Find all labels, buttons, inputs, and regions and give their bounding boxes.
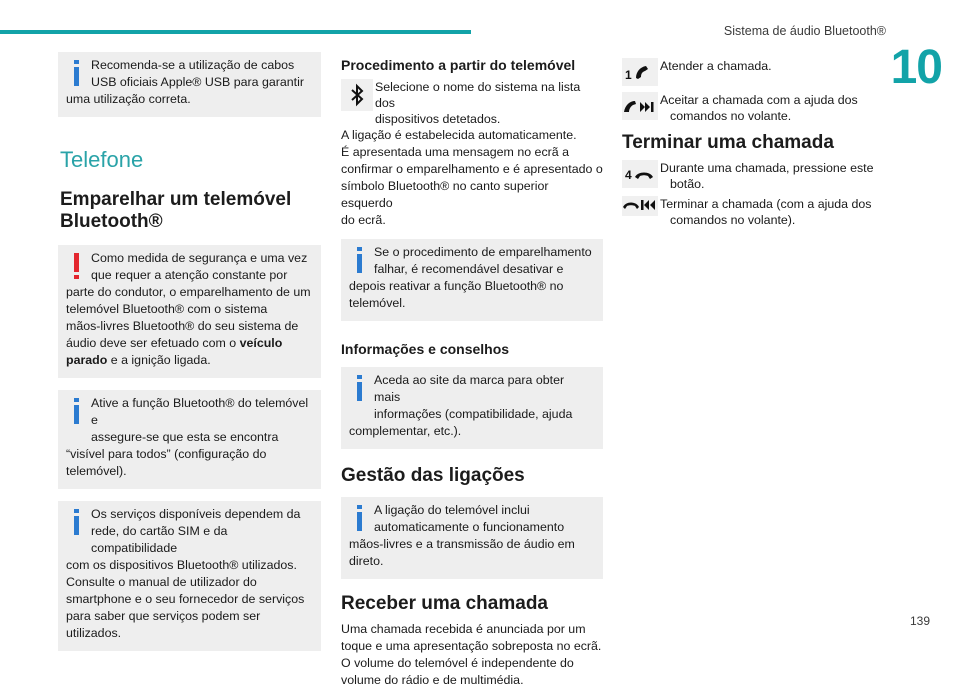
chapter-number: 10 <box>890 41 942 94</box>
phone-hangup-icon <box>622 160 658 188</box>
heading-pairing: Emparelhar um telemóvel Bluetooth® <box>60 189 292 232</box>
heading-info: Informações e conselhos <box>341 341 510 357</box>
phone-wheel-answer-icon <box>622 92 658 120</box>
info-note-pairing-fail: Se o procedimento de emparelhamento falhar, é recomendável desativar e depois reativar a função Bluetooth® no telemóvel. <box>341 239 603 321</box>
warning-icon <box>71 253 82 279</box>
procedure-text: A ligação é estabelecida automaticamente. É apresentada uma mensagem no ecrã a confirmar o emparelhamento e é apresentado o símbolo Bluetooth® no canto superior esquerdo do ecrã. <box>341 128 603 227</box>
info-note-activate: Ative a função Bluetooth® do telemóvel e assegure-se que esta se encontra “visível para todos” (configuração do telemóvel). <box>58 390 321 489</box>
row-answer-call: 1 Atender a chamada. <box>622 58 884 88</box>
svg-text:4: 4 <box>625 168 632 182</box>
info-icon <box>71 398 82 424</box>
info-icon <box>354 505 365 531</box>
row-end-wheel: Terminar a chamada (com a ajuda dos comandos no volante). <box>622 196 884 228</box>
svg-text:1: 1 <box>625 68 632 82</box>
page-number: 139 <box>909 614 930 628</box>
section-title-telefone: Telefone <box>60 147 144 172</box>
heading-procedure: Procedimento a partir do telemóvel <box>341 57 576 73</box>
column-right <box>622 58 884 232</box>
warning-note-pairing: Como medida de segurança e uma vez que requer a atenção constante por parte do condutor, o emparelhamento de um telemóvel Bluetooth® com o sistema mãos-livres Bluetooth® do seu sistema de áudio deve ser efetuado com o veículo parado e a ignição ligada. <box>58 245 321 378</box>
step-select-system: Selecione o nome do sistema na lista dos dispositivos detetados. <box>341 79 603 127</box>
info-note-services: Os serviços disponíveis dependem da rede, do cartão SIM e da compatibilidade com os dispositivos Bluetooth® utilizados. Consulte o manual de utilizador do smartphone e o seu fornecedor de serviços para saber que serviços podem ser utilizados. <box>58 501 321 651</box>
info-icon <box>71 509 82 535</box>
heading-calls: Gestão das ligações <box>341 465 525 486</box>
info-note-link: A ligação do telemóvel inclui automaticamente o funcionamento mãos-livres e a transmissão de áudio em direto. <box>341 497 603 579</box>
info-note-site: Aceda ao site da marca para obter mais informações (compatibilidade, ajuda complementar, etc.). <box>341 367 603 449</box>
receive-text: Uma chamada recebida é anunciada por um toque e uma apresentação sobreposta no ecrã. O volume do telemóvel é independente do volume do rádio e de multimédia. <box>341 622 602 687</box>
heading-receive: Receber uma chamada <box>341 593 548 614</box>
info-icon <box>354 247 365 273</box>
column-left <box>58 52 321 663</box>
row-answer-wheel: Aceitar a chamada com a ajuda dos comandos no volante. <box>622 92 884 124</box>
phone-wheel-hangup-icon <box>622 196 658 216</box>
info-note-cables: Recomenda-se a utilização de cabos USB oficiais Apple® USB para garantir uma utilização correta. <box>58 52 321 117</box>
heading-end-call: Terminar uma chamada <box>622 132 834 153</box>
header-accent-bar <box>0 30 471 34</box>
phone-answer-icon <box>622 58 658 86</box>
bluetooth-icon <box>341 79 373 111</box>
info-icon <box>354 375 365 401</box>
row-end-press: 4 Durante uma chamada, pressione este botão. <box>622 160 884 192</box>
column-middle <box>341 55 603 689</box>
info-icon <box>71 60 82 86</box>
header-title: Sistema de áudio Bluetooth® <box>723 24 886 38</box>
